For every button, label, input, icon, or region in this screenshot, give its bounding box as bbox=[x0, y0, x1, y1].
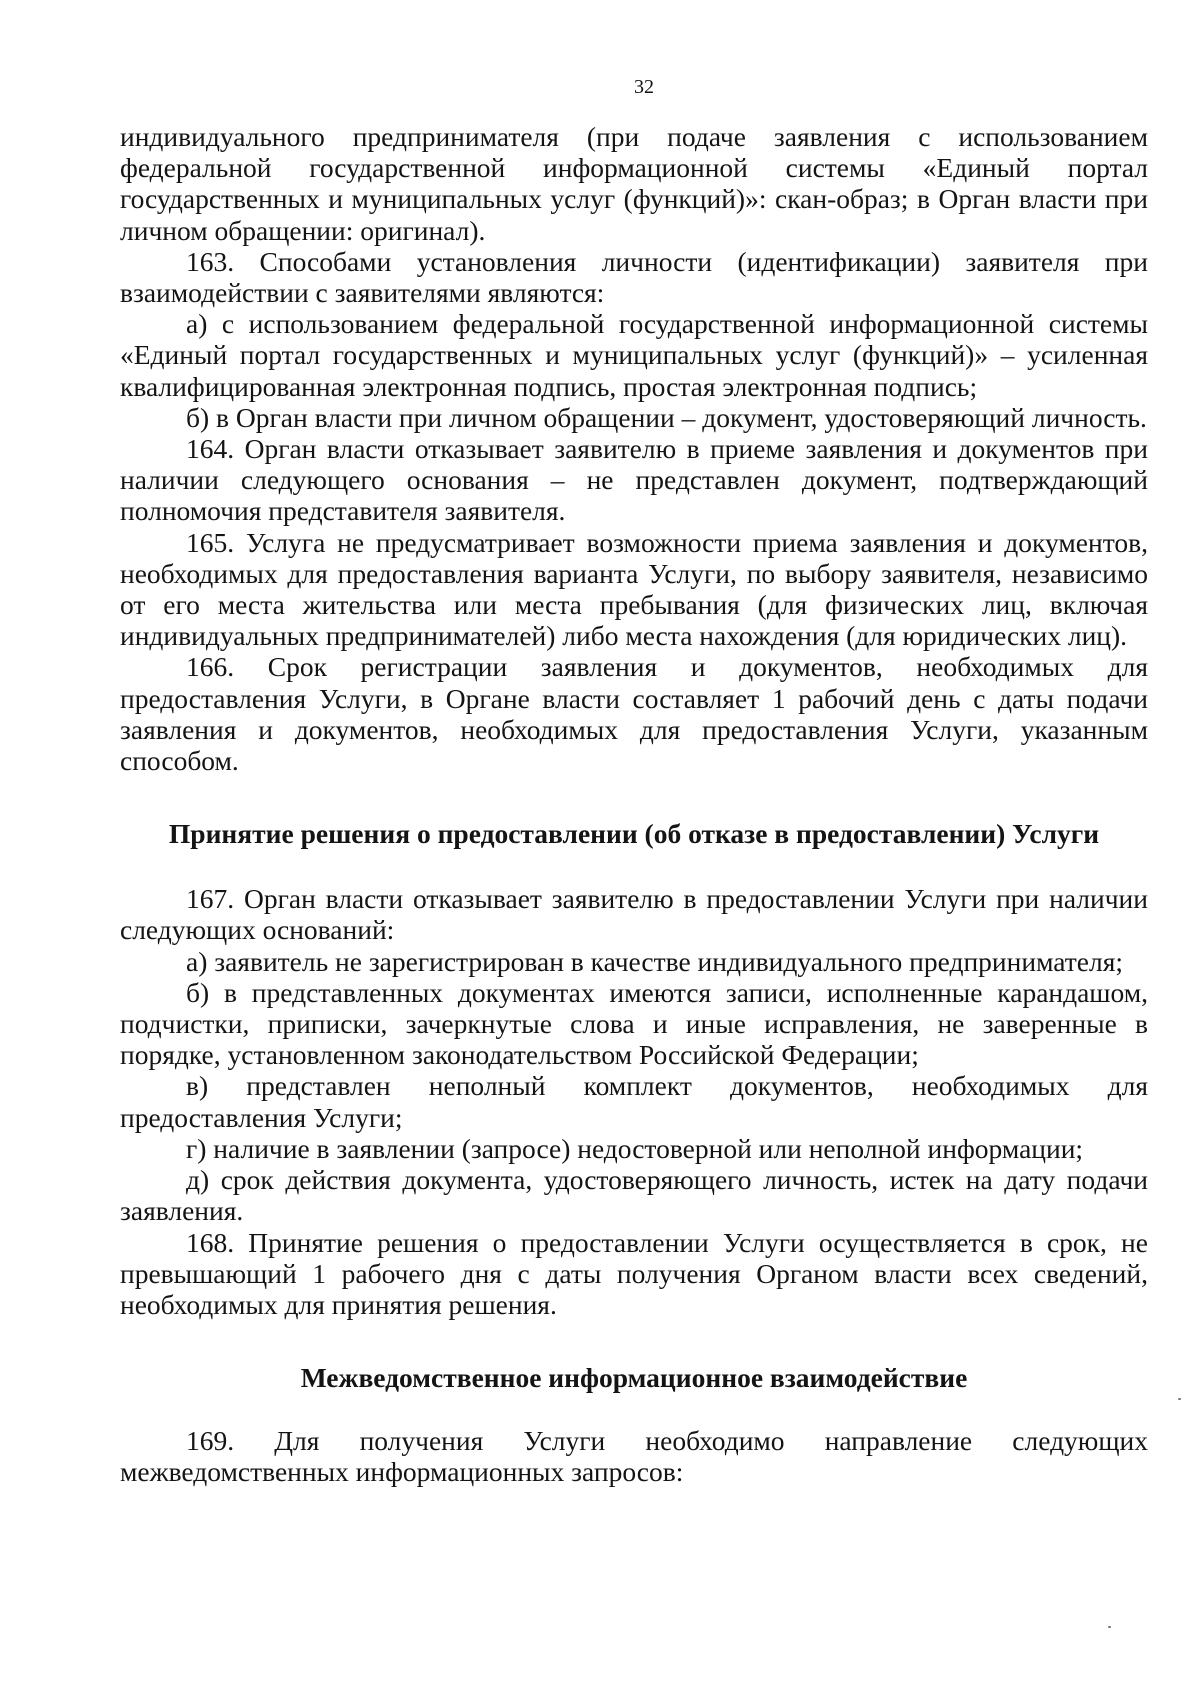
section-heading-interagency: Межведомственное информационное взаимодействие bbox=[300, 1362, 968, 1394]
scan-speck bbox=[1178, 1398, 1181, 1400]
paragraph-166: 166. Срок регистрации заявления и документов, необходимых для предоставления Услуги, в Органе власти составляет 1 рабочий день с даты подачи заявления и документов, необходимых для предоставления Услуги, указанным способом. bbox=[120, 651, 1148, 777]
paragraph-167-a: а) заявитель не зарегистрирован в качестве индивидуального предпринимателя; bbox=[186, 945, 1124, 977]
paragraph-167-v: в) представлен неполный комплект документов, необходимых для предоставления Услуги; bbox=[120, 1070, 1148, 1133]
paragraph-167-b: б) в представленных документах имеются записи, исполненные карандашом, подчистки, приписки, зачеркнутые слова и иные исправления, не заверенные в порядке, установленном законодательством Российской Федерации; bbox=[120, 976, 1148, 1071]
paragraph-163-a: а) с использованием федеральной государственной информационной системы «Единый портал государственных и муниципальных услуг (функций)» – усиленная квалифицированная электронная подпись, простая электронная подпись; bbox=[120, 308, 1148, 402]
paragraph-167-d: д) срок действия документа, удостоверяющего личность, истек на дату подачи заявления. bbox=[120, 1164, 1148, 1227]
page-number: 32 bbox=[634, 76, 654, 98]
paragraph-167: 167. Орган власти отказывает заявителю в предоставлении Услуги при наличии следующих оснований: bbox=[120, 883, 1148, 946]
paragraph-continuation: индивидуального предпринимателя (при подаче заявления с использованием федеральной государственной информационной системы «Единый портал государственных и муниципальных услуг (функций)»: скан-образ; в Орган власти при личном обращении: оригинал). bbox=[120, 121, 1148, 246]
section-heading-decision: Принятие решения о предоставлении (об отказе в предоставлении) Услуги bbox=[168, 818, 1100, 850]
paragraph-167-g: г) наличие в заявлении (запросе) недостоверной или неполной информации; bbox=[186, 1132, 1084, 1164]
paragraph-165: 165. Услуга не предусматривает возможности приема заявления и документов, необходимых для предоставления варианта Услуги, по выбору заявителя, независимо от его места жительства или места пребывания (для физических лиц, включая индивидуальных предпринимателей) либо места нахождения (для юридических лиц). bbox=[120, 526, 1148, 652]
paragraph-163: 163. Способами установления личности (идентификации) заявителя при взаимодействии с заявителями являются: bbox=[120, 245, 1148, 309]
paragraph-164: 164. Орган власти отказывает заявителю в приеме заявления и документов при наличии следующего основания – не представлен документ, подтверждающий полномочия представителя заявителя. bbox=[120, 433, 1148, 527]
paragraph-169: 169. Для получения Услуги необходимо направление следующих межведомственных информационных запросов: bbox=[120, 1425, 1148, 1488]
paragraph-168: 168. Принятие решения о предоставлении Услуги осуществляется в срок, не превышающий 1 рабочего дня с даты получения Органом власти всех сведений, необходимых для принятия решения. bbox=[120, 1226, 1148, 1320]
scan-speck bbox=[1108, 1626, 1111, 1628]
paragraph-163-b: б) в Орган власти при личном обращении – документ, удостоверяющий личность. bbox=[186, 401, 1147, 433]
